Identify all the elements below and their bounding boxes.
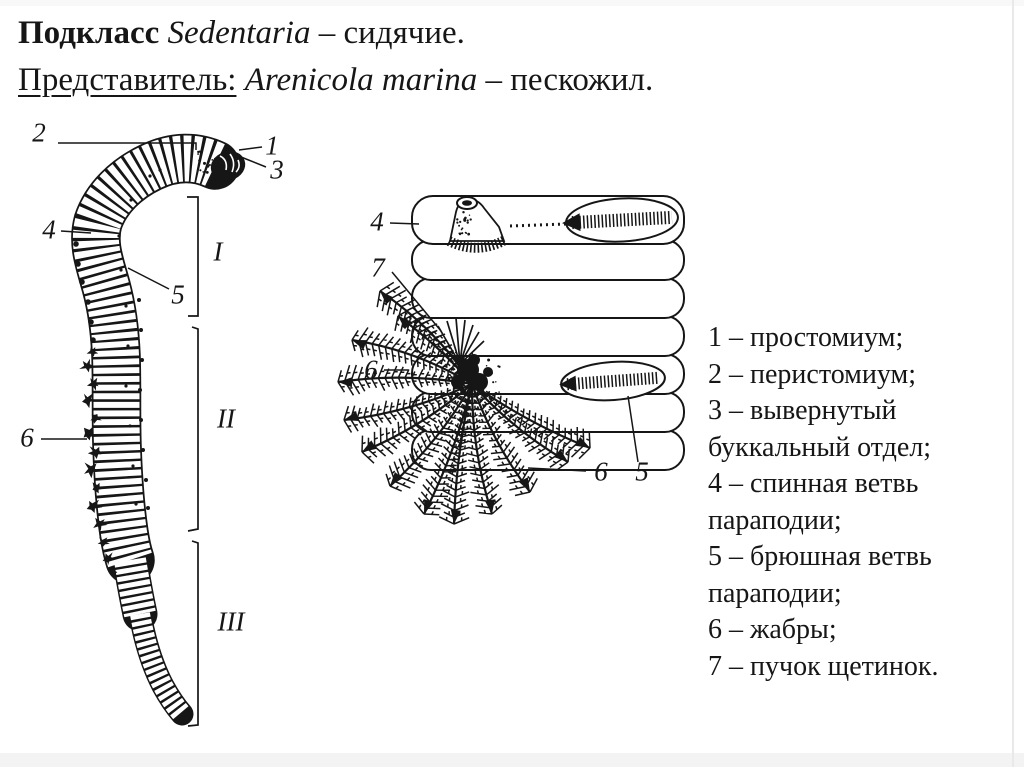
legend-item-1: 1 – простомиум; — [708, 322, 904, 353]
legend-item-2: 2 – перистомиум; — [708, 358, 916, 390]
label-peristomium-2: 2 — [32, 117, 46, 148]
label-dorsal-branch-4: 4 — [42, 214, 56, 245]
legend — [708, 320, 1004, 685]
subclass-term: Подкласс — [18, 15, 160, 51]
label-seg-dorsal-4: 4 — [370, 206, 384, 237]
species-taxon: Arenicola marina — [244, 62, 478, 98]
legend-item-3: 3 – вывернутый буккальный отдел; — [708, 395, 932, 463]
label-prostomium-1: 1 — [265, 130, 279, 161]
legend-item-4: 4 – спинная ветвь параподии; — [708, 468, 919, 536]
label-seg-ventral-5: 5 — [635, 456, 649, 487]
legend-item-5: 5 – брюшная ветвь параподии; — [708, 541, 932, 609]
label-buccal-3: 3 — [270, 154, 284, 185]
representative-term: Представитель: — [18, 62, 237, 98]
subclass-taxon: Sedentaria — [167, 15, 311, 51]
figure-body-segments — [338, 196, 684, 524]
region-brackets — [187, 197, 198, 726]
legend-item-6: 6 – жабры; — [708, 614, 837, 645]
label-seg-setae-7: 7 — [371, 252, 385, 283]
label-region-II: II — [217, 403, 235, 434]
species-common-name: – пескожил. — [485, 62, 654, 98]
label-ventral-branch-5: 5 — [171, 279, 185, 310]
subclass-common-name: – сидячие. — [318, 15, 465, 51]
label-seg-gills-6b: 6 — [594, 456, 608, 487]
label-seg-gills-6a: 6 — [364, 354, 378, 385]
label-gills-6: 6 — [20, 422, 34, 453]
label-region-I: I — [213, 236, 223, 267]
figure-whole-worm — [41, 143, 266, 726]
legend-item-7: 7 – пучок щетинок. — [708, 650, 939, 682]
label-region-III: III — [217, 606, 245, 637]
